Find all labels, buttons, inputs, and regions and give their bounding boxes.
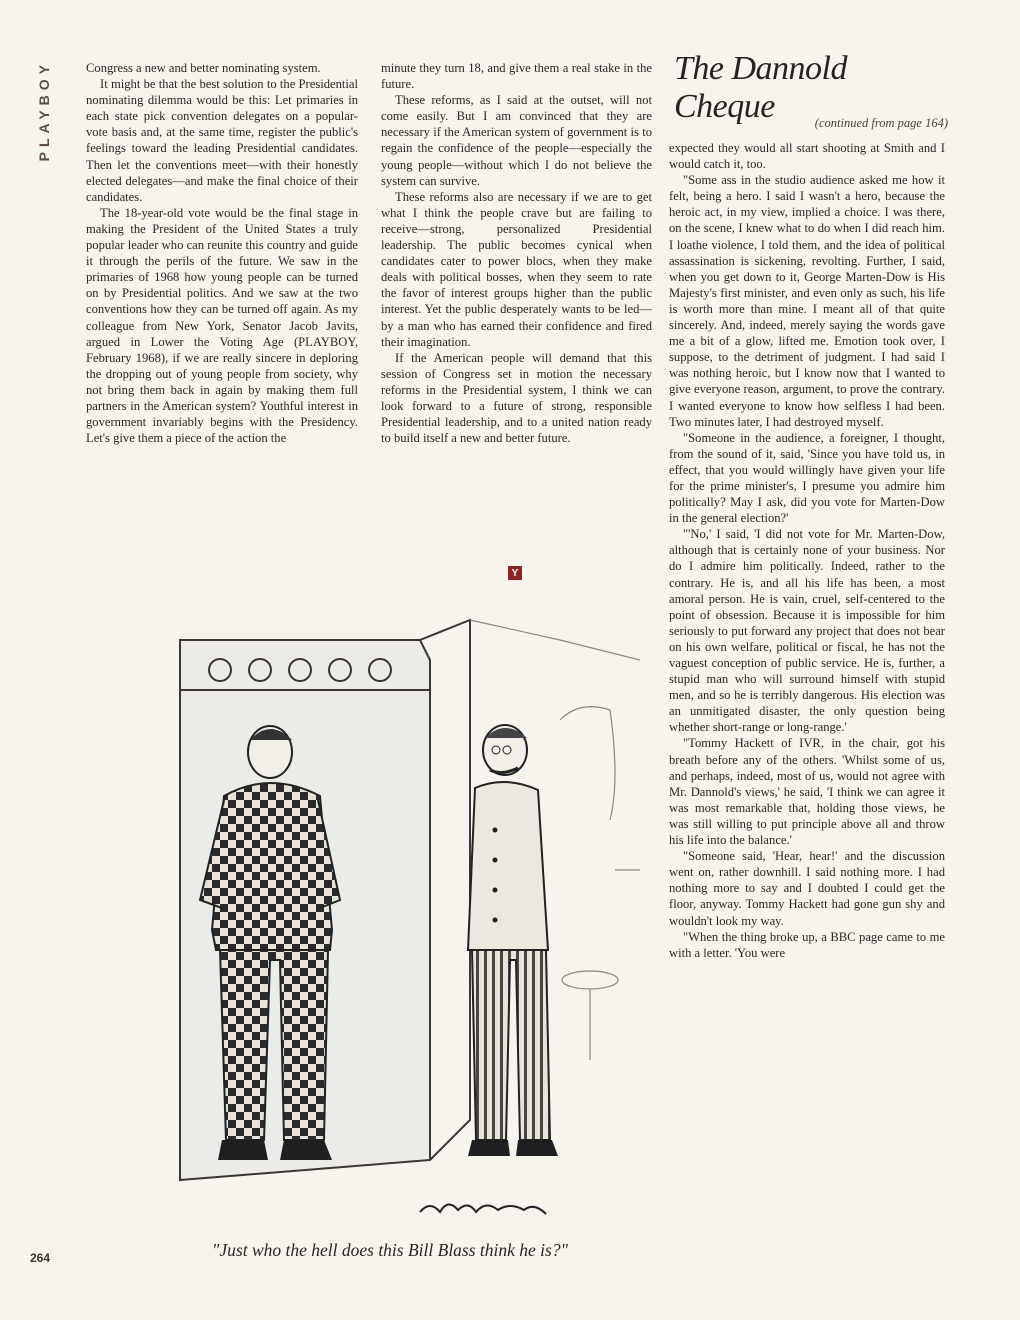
- paragraph: These reforms also are necessary if we are to get what I think the people crave but are failing to receive—strong, personalized Presidential leadership. The public becomes cynical when candidates cater to power blocs, when they make deals with political bosses, when they seem to rate the favor of interest groups higher than the public interest. Yet the public desperately wants to be led—by a man who has earned their confidence and fired their imagination.: [381, 189, 652, 349]
- paragraph: Congress a new and better nominating system.: [86, 61, 321, 75]
- article-left-column-1: [86, 60, 358, 446]
- paragraph: "Someone said, 'Hear, hear!' and the discussion went on, rather downhill. I said nothing more. I had nothing more to say and I doubted I could get the floor, anyway. Tommy Hackett had gone gun shy and wouldn't look my way.: [669, 849, 945, 928]
- paragraph: "'No,' I said, 'I did not vote for Mr. Marten-Dow, although that is certainly none of your business. Nor do I admire him politically. Indeed, rather to the contrary. He is, and all his life has been, a most amoral person. He is vain, cruel, self-centered to the point of obsession. Because it is impossible for him seriously to put forward any project that does not bear on his own welfare, political or fiscal, he has not the vaguest conception of public service. He is, further, a stupid man who will surround himself with stupid men, and so he is terribly dangerous. His election was an unmitigated disaster, the only question being whether short-range or long-range.': [669, 527, 945, 735]
- paragraph: expected they would all start shooting at Smith and I would catch it, too.: [669, 141, 945, 172]
- paragraph: It might be that the best solution to the Presidential nominating dilemma would be this: Let primaries in each state pick convention delegates on a popular-vote basis and, at the same time, register the public's feelings toward the leading Presidential candidates. Then let the conventions meet—with their honestly elected delegates—and make the final choice of their candidates.: [86, 77, 358, 204]
- paragraph: "When the thing broke up, a BBC page came to me with a letter. 'You were: [669, 929, 945, 960]
- continued-from-note: (continued from page 164): [814, 116, 948, 130]
- paragraph: These reforms, as I said at the outset, will not come easily. But I am convinced that they are necessary if the American system of government is to regain the confidence of the people—especially the young people—without which I do not believe the system can survive.: [381, 93, 652, 188]
- paragraph: "Tommy Hackett of IVR, in the chair, got his breath before any of the others. 'Whilst some of us, and perhaps, indeed, most of us, would not agree with Mr. Dannold's views,' he said, 'I think we can agree it was most remarkable that, holding those views, he was still willing to put principle above all and throw his life into the balance.': [669, 736, 945, 848]
- paragraph: "Some ass in the studio audience asked me how it felt, being a hero. I said I wasn't a hero, because the heroic act, in my view, implied a choice. I was there, on the scene, I knew what to do when I did reach him. I loathe violence, I told them, and the idea of political assassination is sickening, revolting. Further, I said, when you get down to it, George Marten-Dow is His Majesty's first minister, and even only as such, his life is worth more than mine. I meant all of that quite sincerely. And, indeed, merely saying the words gave me a bit of a glow, lifted me. Emotion took over, I suppose, to the detriment of judgment. I had said I was nothing heroic, but I know now that I wanted to give everyone reason, argument, to prove the contrary. I wanted everyone to know how selfless I had been. Two minutes later, I had destroyed myself.: [669, 173, 945, 429]
- magazine-side-label: PLAYBOY: [36, 60, 52, 162]
- article-left-column-2: [381, 60, 652, 446]
- artist-signature: [420, 1204, 546, 1214]
- page-number: 264: [30, 1251, 51, 1265]
- paragraph: "Someone in the audience, a foreigner, I thought, from the sound of it, said, 'Since you have told us, in effect, that you would willingly have given your life for the prime minister's, I presume you admire him politically? May I ask, did you vote for Marten-Dow in the general election?': [669, 430, 945, 526]
- story-title: The Dannold Cheque: [674, 50, 847, 125]
- end-of-article-mark: Y: [508, 566, 522, 580]
- paragraph: minute they turn 18, and give them a real stake in the future.: [381, 61, 652, 92]
- paragraph: The 18-year-old vote would be the final stage in making the President of the United States a truly popular leader who can reunite this country and guide it through the perils of the future. We saw in the primaries of 1968 how young people can be turned on by Presidential politics. And we saw at the two conventions how they can be turned off again. As my colleague from New York, Senator Jacob Javits, argued in Lower the Voting Age (PLAYBOY, February 1968), if we are really sincere in deploring the dropping out of young people from society, why not bring them back in again by making them full partners in the American system? Youthful interest in government invariably begins with the Presidency. Let's give them a piece of the action the: [86, 205, 358, 446]
- story-column: [669, 140, 945, 961]
- cartoon-caption: "Just who the hell does this Bill Blass think he is?": [212, 1240, 568, 1260]
- paragraph: If the American people will demand that this session of Congress set in motion the necessary reforms in the Presidential system, I think we can look forward to a future of strong, responsible Presidential leadership, and to a united nation ready to build itself a new and better future.: [381, 350, 652, 446]
- valet-figure: [468, 725, 558, 1156]
- cartoon-illustration: [140, 600, 660, 1240]
